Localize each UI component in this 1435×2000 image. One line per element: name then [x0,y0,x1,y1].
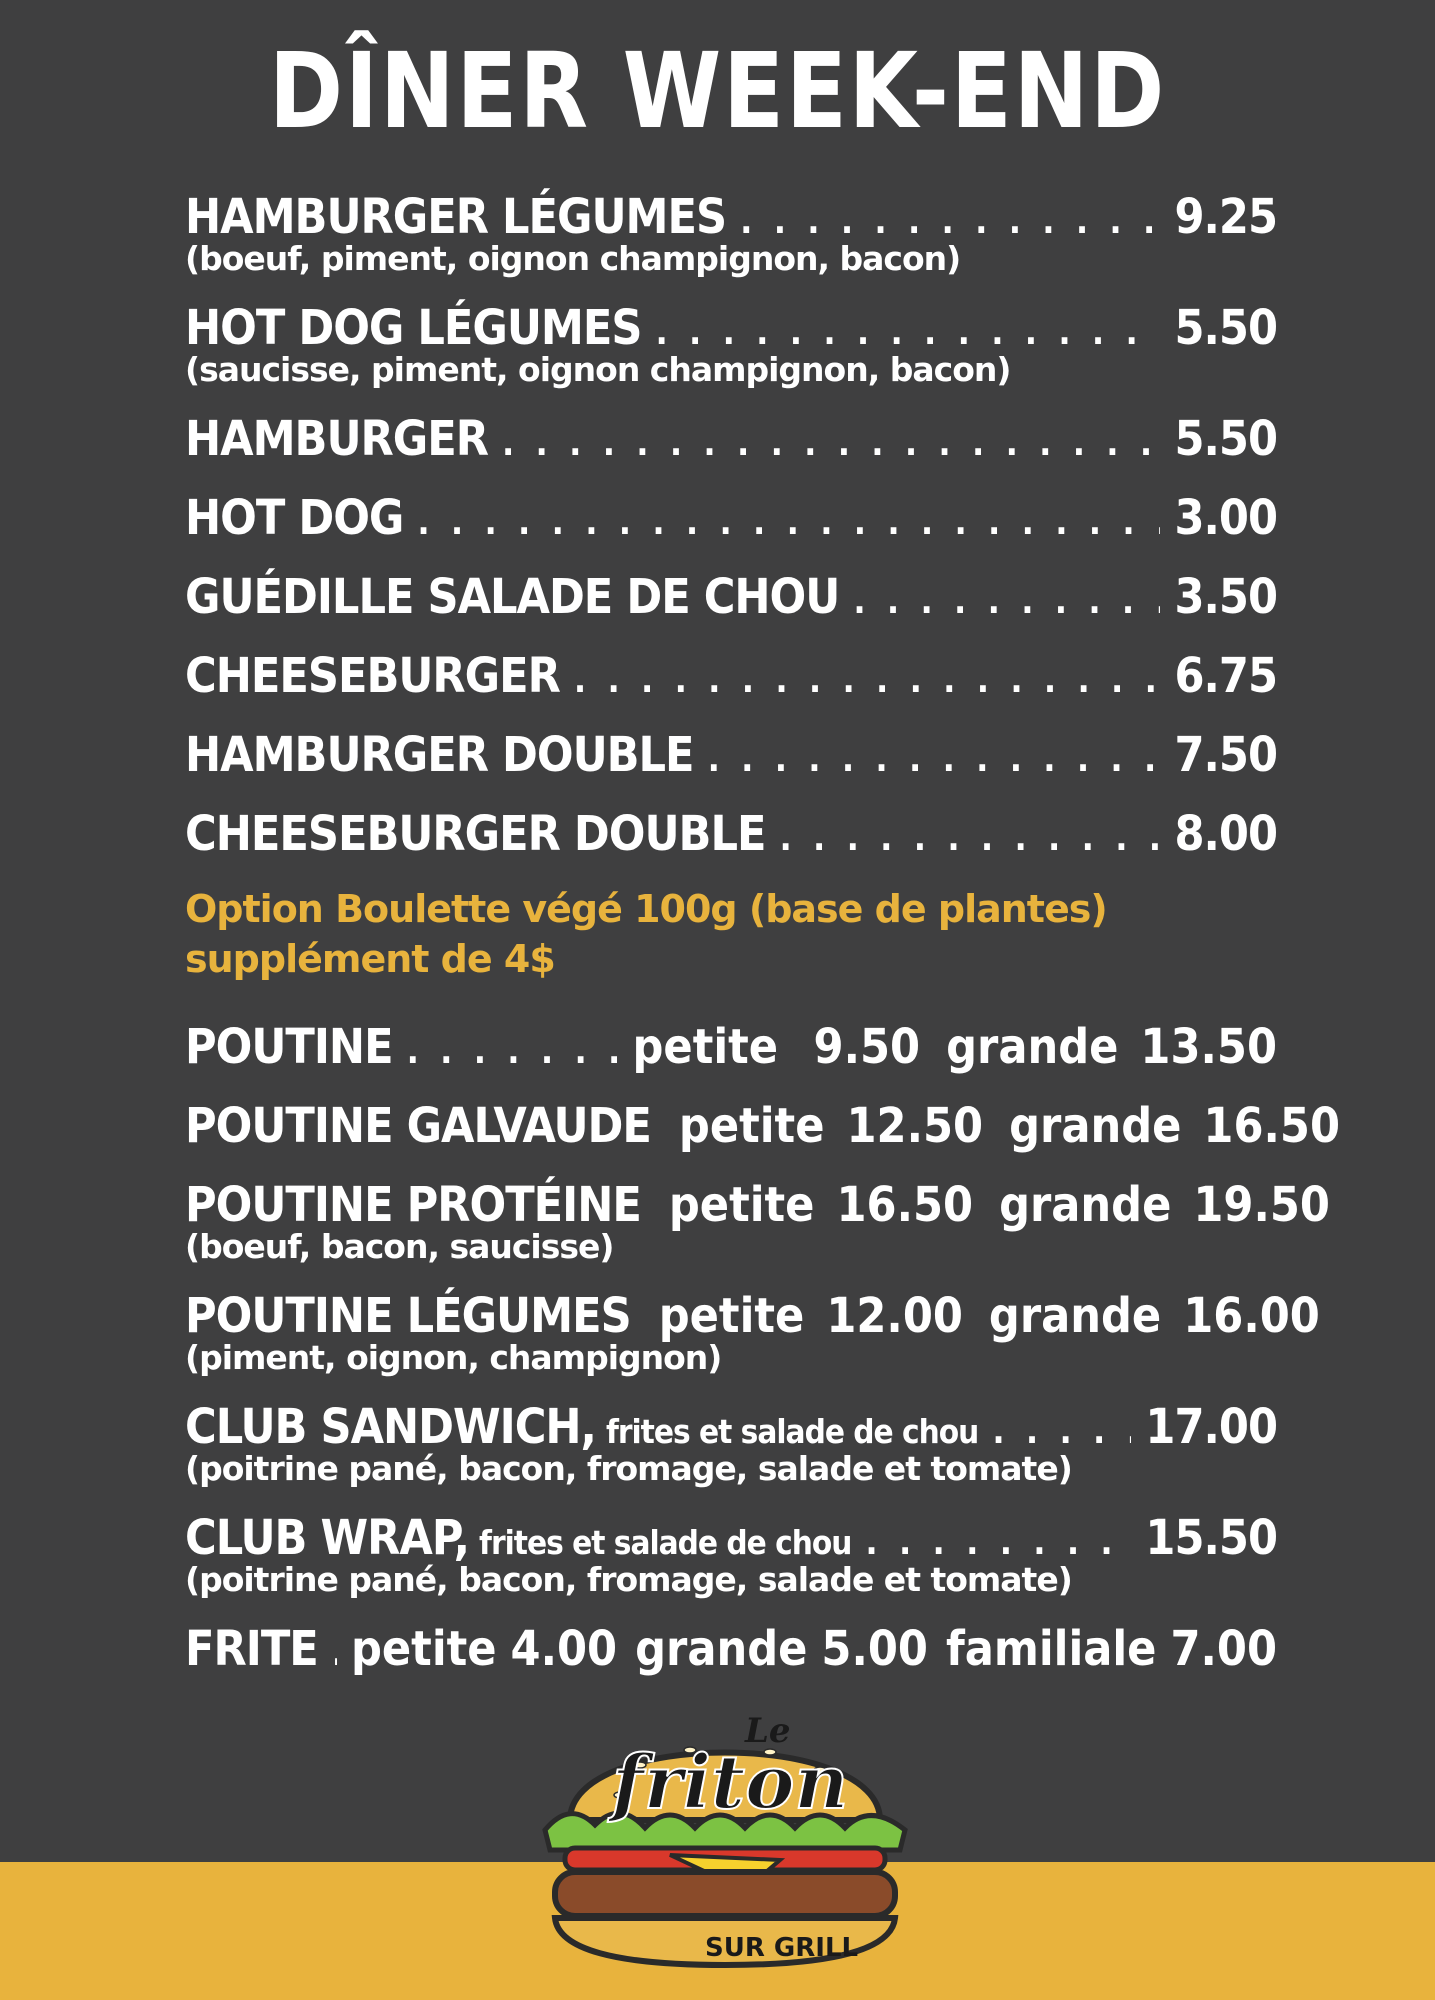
club-item [185,1398,1277,1488]
item-price: 3.00 [1174,490,1277,546]
vege-option-note: Option Boulette végé 100g (base de plantes) supplément de 4$ [185,887,1107,981]
item-description: (piment, oignon, champignon) [185,1338,722,1377]
poutine-item [185,1287,1320,1377]
logo-name-text: friton [612,1740,849,1826]
item-price: 15.50 [1145,1510,1277,1566]
size-label: petite [668,1177,815,1233]
menu-item [185,489,1277,547]
size-label: petite [658,1288,805,1344]
logo-tagline-text: SUR GRILL [705,1933,859,1963]
item-name: HAMBURGER DOUBLE [185,727,694,783]
leader-dots [853,573,1160,631]
size-label: petite [678,1098,825,1154]
item-price: 7.50 [1174,727,1277,783]
leader-dots [779,810,1160,868]
size-price: 16.50 [836,1177,974,1233]
item-sides: frites et salade de chou [605,1412,979,1451]
item-price: 5.50 [1174,411,1277,467]
item-sides: frites et salade de chou [479,1523,852,1562]
menu-item [185,410,1277,468]
item-price: 17.00 [1145,1399,1277,1455]
size-label: grande [988,1288,1162,1344]
logo-top-text: Le [745,1711,791,1751]
le-friton-logo [530,1690,920,1970]
size-label: grande [1009,1098,1182,1154]
item-description: (boeuf, piment, oignon champignon, bacon) [185,239,961,278]
menu-item [185,726,1277,784]
size-prices [633,1018,1278,1076]
size-price: 9.50 [813,1019,921,1075]
item-name: CHEESEBURGER DOUBLE [185,806,766,862]
item-name: HOT DOG LÉGUMES [185,300,642,356]
poutine-item [185,1176,1330,1266]
item-description: (boeuf, bacon, saucisse) [185,1227,614,1266]
item-description: (poitrine pané, bacon, fromage, salade et tomate) [185,1560,1072,1599]
item-name: POUTINE LÉGUMES [185,1288,631,1344]
item-price: 9.25 [1174,189,1277,245]
item-name: GUÉDILLE SALADE DE CHOU [185,569,840,625]
leader-dots [407,1023,619,1081]
size-label: grande [946,1019,1119,1075]
size-prices [679,1097,1340,1155]
item-name: POUTINE [185,1019,393,1075]
menu-item [185,568,1277,626]
item-name: POUTINE GALVAUDE [185,1098,651,1154]
leader-dots [332,1625,337,1683]
item-name: POUTINE PROTÉINE [185,1177,641,1233]
item-name: FRITE [185,1621,318,1677]
size-label: familiale [945,1621,1157,1677]
leader-dots [502,415,1160,473]
size-price: 13.50 [1140,1019,1277,1075]
menu-item [185,805,1277,863]
size-price: 7.00 [1170,1621,1277,1677]
size-label: grande [999,1177,1172,1233]
menu-list [185,188,1340,1699]
size-price: 16.50 [1203,1098,1340,1154]
menu-item [185,299,1277,389]
leader-dots [574,652,1161,710]
size-price: 12.50 [846,1098,984,1154]
size-prices [351,1620,1277,1678]
size-price: 4.00 [510,1621,618,1677]
item-name: CHEESEBURGER [185,648,560,704]
poutine-item [185,1097,1340,1155]
item-price: 5.50 [1174,300,1277,356]
size-price: 16.00 [1183,1288,1320,1344]
item-description: (saucisse, piment, oignon champignon, bacon) [185,350,1011,389]
menu-title: DÎNER WEEK-END [268,30,1167,152]
item-name: HAMBURGER [185,411,488,467]
patty [555,1872,895,1916]
poutine-item [185,1018,1277,1076]
item-description: (poitrine pané, bacon, fromage, salade et tomate) [185,1449,1072,1488]
size-price: 19.50 [1193,1177,1330,1233]
menu-item [185,647,1277,705]
item-name: HAMBURGER LÉGUMES [185,189,727,245]
menu-item [185,188,1277,278]
leader-dots [708,731,1161,789]
size-prices [659,1287,1320,1345]
item-name: CLUB SANDWICH, [185,1399,596,1455]
size-price: 5.00 [821,1621,928,1677]
item-price: 6.75 [1174,648,1277,704]
size-label: petite [350,1621,497,1677]
item-price: 8.00 [1174,806,1277,862]
leader-dots [417,494,1160,552]
item-name: HOT DOG [185,490,404,546]
size-price: 12.00 [826,1288,963,1344]
size-label: grande [635,1621,808,1677]
size-label: petite [632,1019,779,1075]
club-item [185,1509,1277,1599]
item-name: CLUB WRAP, [185,1510,470,1566]
size-prices [669,1176,1330,1234]
frite-item [185,1620,1277,1678]
item-price: 3.50 [1174,569,1277,625]
